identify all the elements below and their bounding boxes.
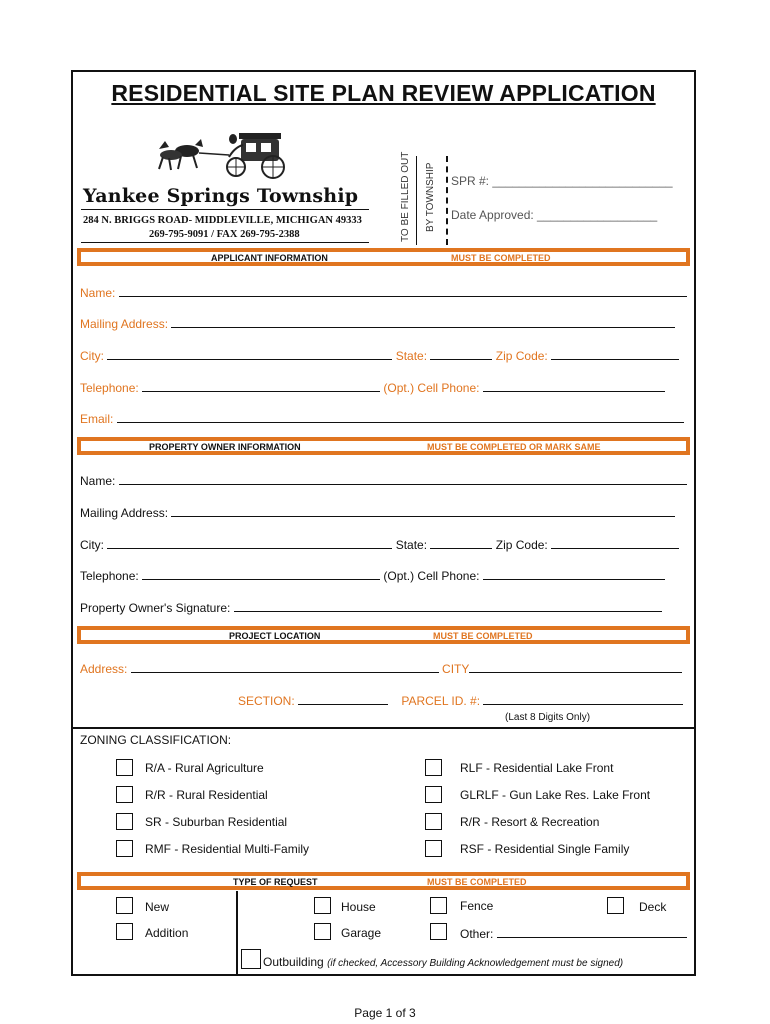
project-bar-label: PROJECT LOCATION <box>229 631 321 641</box>
request-house-checkbox[interactable] <box>314 897 331 914</box>
owner-cell-field[interactable] <box>483 568 665 580</box>
project-section-row <box>238 693 683 708</box>
applicant-city-row <box>80 348 679 363</box>
request-other-row <box>460 926 687 941</box>
township-phone: 269-795-9091 / FAX 269-795-2388 <box>149 229 300 240</box>
zoning-sr-label: SR - Suburban Residential <box>145 815 288 829</box>
request-other-field[interactable] <box>497 926 687 938</box>
township-address: 284 N. BRIGGS ROAD- MIDDLEVILLE, MICHIGAN 49333 <box>83 215 362 226</box>
applicant-telephone-row <box>80 380 665 395</box>
applicant-zip-field[interactable] <box>551 348 679 360</box>
owner-city-label: City: <box>80 538 104 552</box>
office-box-divider <box>446 156 448 245</box>
applicant-mailing-field[interactable] <box>171 316 675 328</box>
applicant-city-field[interactable] <box>107 348 392 360</box>
zoning-glrlf-label: GLRLF - Gun Lake Res. Lake Front <box>460 788 651 802</box>
applicant-state-label: State: <box>395 349 428 363</box>
applicant-email-row <box>80 411 684 426</box>
project-section-field[interactable] <box>298 693 388 705</box>
zoning-top-rule <box>73 727 694 729</box>
applicant-name-row <box>80 285 687 300</box>
applicant-bar-label: APPLICANT INFORMATION <box>211 253 328 263</box>
applicant-name-label: Name: <box>80 286 116 300</box>
owner-state-label: State: <box>395 538 428 552</box>
applicant-mailing-row <box>80 316 675 331</box>
owner-telephone-field[interactable] <box>142 568 380 580</box>
owner-city-field[interactable] <box>107 537 392 549</box>
page-number: Page 1 of 3 <box>354 1006 416 1020</box>
applicant-telephone-label: Telephone: <box>80 381 139 395</box>
request-required-note: MUST BE COMPLETED <box>427 877 527 887</box>
request-column-divider <box>236 891 238 976</box>
project-section-bar <box>77 626 690 644</box>
request-fence-label: Fence <box>460 899 494 913</box>
project-address-row <box>80 661 682 676</box>
owner-telephone-row <box>80 568 665 583</box>
applicant-email-label: Email: <box>80 412 114 426</box>
owner-mailing-row <box>80 505 675 520</box>
owner-signature-field[interactable] <box>234 600 662 612</box>
stagecoach-icon <box>149 127 299 182</box>
request-fence-checkbox[interactable] <box>430 897 447 914</box>
to-be-filled-label: TO BE FILLED OUT <box>400 151 411 242</box>
zoning-rr-checkbox[interactable] <box>116 786 133 803</box>
owner-zip-field[interactable] <box>551 537 679 549</box>
office-box-left-border <box>416 156 417 245</box>
applicant-email-field[interactable] <box>117 411 684 423</box>
zoning-rlf-checkbox[interactable] <box>425 759 442 776</box>
owner-telephone-label: Telephone: <box>80 569 139 583</box>
request-other-label: Other: <box>460 927 494 941</box>
applicant-city-label: City: <box>80 349 104 363</box>
request-outbuilding-row <box>263 955 623 969</box>
application-form <box>71 70 696 976</box>
request-garage-label: Garage <box>341 926 382 940</box>
zoning-title: ZONING CLASSIFICATION: <box>80 733 232 747</box>
zoning-rsf-label: RSF - Residential Single Family <box>460 842 630 856</box>
request-garage-checkbox[interactable] <box>314 923 331 940</box>
by-township-label: BY TOWNSHIP <box>425 162 436 232</box>
request-deck-label: Deck <box>639 900 667 914</box>
zoning-rr-label: R/R - Rural Residential <box>145 788 268 802</box>
applicant-mailing-label: Mailing Address: <box>80 317 169 331</box>
zoning-ra-label: R/A - Rural Agriculture <box>145 761 264 775</box>
township-logo <box>79 127 379 247</box>
applicant-required-note: MUST BE COMPLETED <box>451 253 551 263</box>
request-deck-checkbox[interactable] <box>607 897 624 914</box>
zoning-resort-checkbox[interactable] <box>425 813 442 830</box>
request-new-label: New <box>145 900 170 914</box>
owner-city-row <box>80 537 679 552</box>
request-outbuilding-checkbox[interactable] <box>241 949 261 969</box>
applicant-cell-label: (Opt.) Cell Phone: <box>383 381 480 395</box>
applicant-section-bar <box>77 248 690 266</box>
project-city-label: CITY <box>442 662 470 676</box>
request-house-label: House <box>341 900 376 914</box>
owner-required-note: MUST BE COMPLETED OR MARK SAME <box>427 442 601 452</box>
request-outbuilding-label: Outbuilding <box>263 955 324 969</box>
project-parcel-field[interactable] <box>483 693 683 705</box>
spr-number-field[interactable]: SPR #: ___________________________ <box>451 174 673 188</box>
zoning-rmf-label: RMF - Residential Multi-Family <box>145 842 310 856</box>
owner-name-label: Name: <box>80 474 116 488</box>
request-section-bar <box>77 872 690 890</box>
owner-signature-row <box>80 600 662 615</box>
logo-rule <box>81 209 369 210</box>
logo-bottom-rule <box>81 242 369 243</box>
request-outbuilding-note: (if checked, Accessory Building Acknowledgement must be signed) <box>327 958 624 969</box>
owner-bar-label: PROPERTY OWNER INFORMATION <box>149 442 301 452</box>
project-parcel-label: PARCEL ID. #: <box>401 694 481 708</box>
applicant-cell-field[interactable] <box>483 380 665 392</box>
zoning-sr-checkbox[interactable] <box>116 813 133 830</box>
zoning-rlf-label: RLF - Residential Lake Front <box>460 761 614 775</box>
request-other-checkbox[interactable] <box>430 923 447 940</box>
request-bar-label: TYPE OF REQUEST <box>233 877 318 887</box>
owner-name-field[interactable] <box>119 473 687 485</box>
owner-name-row <box>80 473 687 488</box>
project-address-label: Address: <box>80 662 128 676</box>
applicant-telephone-field[interactable] <box>142 380 380 392</box>
zoning-rmf-checkbox[interactable] <box>116 840 133 857</box>
owner-state-field[interactable] <box>430 537 492 549</box>
page-title: RESIDENTIAL SITE PLAN REVIEW APPLICATION <box>111 80 656 106</box>
project-section-label: SECTION: <box>238 694 295 708</box>
owner-section-bar <box>77 437 690 455</box>
project-address-field[interactable] <box>131 661 439 673</box>
request-addition-checkbox[interactable] <box>116 923 133 940</box>
zoning-rsf-checkbox[interactable] <box>425 840 442 857</box>
parcel-note: (Last 8 Digits Only) <box>505 712 591 723</box>
owner-cell-label: (Opt.) Cell Phone: <box>383 569 480 583</box>
applicant-state-field[interactable] <box>430 348 492 360</box>
owner-zip-label: Zip Code: <box>495 538 548 552</box>
project-required-note: MUST BE COMPLETED <box>433 631 533 641</box>
zoning-glrlf-checkbox[interactable] <box>425 786 442 803</box>
owner-mailing-field[interactable] <box>171 505 675 517</box>
request-addition-label: Addition <box>145 926 189 940</box>
applicant-zip-label: Zip Code: <box>495 349 548 363</box>
zoning-ra-checkbox[interactable] <box>116 759 133 776</box>
owner-signature-label: Property Owner's Signature: <box>80 601 231 615</box>
owner-mailing-label: Mailing Address: <box>80 506 169 520</box>
project-city-field[interactable] <box>469 661 682 673</box>
request-new-checkbox[interactable] <box>116 897 133 914</box>
zoning-resort-label: R/R - Resort & Recreation <box>460 815 600 829</box>
township-name: Yankee Springs Township <box>83 185 359 207</box>
applicant-name-field[interactable] <box>119 285 687 297</box>
date-approved-field[interactable]: Date Approved: __________________ <box>451 208 658 222</box>
